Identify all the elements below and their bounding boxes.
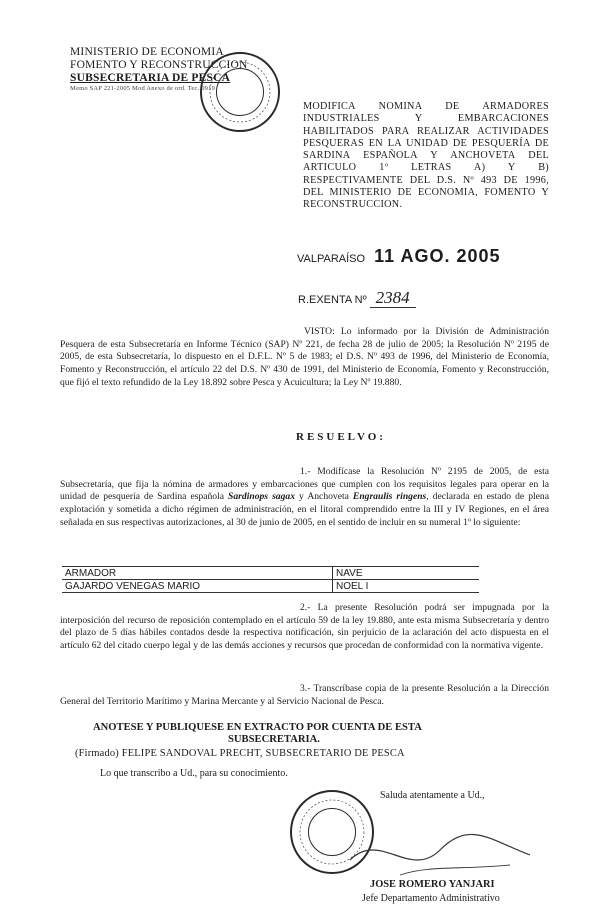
resolution-item-1: 1.- Modifícase la Resolución Nº 2195 de 2005, de esta Subsecretaría, que fija la nómina de armadores y embarcaciones que cumplen con los requisitos legales para operar en la unidad de pesquería de Sardina española Sardinops sagax y Anchoveta Engraulis ringens, declarada en estado de plena explotación y sometida a dicho régimen de administración, en el litoral comprendido entre la III y IV Regiones, en el área señalada en sus respectivas autorizaciones, al 30 de junio de 2005, en el sentido de incluir en su numeral 1º lo siguiente: <box>60 466 549 528</box>
armador-table <box>62 566 479 593</box>
signatory-name: JOSE ROMERO YANJARI <box>370 879 495 890</box>
resuelvo-heading: RESUELVO: <box>296 431 386 443</box>
publish-order-2: SUBSECRETARIA. <box>228 734 320 745</box>
publish-order: ANOTESE Y PUBLIQUESE EN EXTRACTO POR CUENTA DE ESTA <box>93 722 422 733</box>
table-header-armador: ARMADOR <box>65 567 117 579</box>
ministry-name: MINISTERIO DE ECONOMIA <box>70 46 224 58</box>
subsecretaria-name: SUBSECRETARIA DE PESCA <box>70 72 231 84</box>
transcription-line: Lo que transcribo a Ud., para su conocimiento. <box>100 768 288 779</box>
salutation: Saluda atentamente a Ud., <box>380 790 485 801</box>
ministry-name-2: FOMENTO Y RECONSTRUCCION <box>70 59 248 71</box>
date-stamp: 11 AGO. 2005 <box>374 246 501 266</box>
place-date-line <box>297 246 501 267</box>
resolution-number: 2384 <box>370 288 416 308</box>
species-name-anchoveta: Engraulis ringens <box>352 491 427 503</box>
place: VALPARAÍSO <box>297 253 366 265</box>
document-title: MODIFICA NOMINA DE ARMADORES INDUSTRIALES Y EMBARCACIONES HABILITADOS PARA REALIZAR ACTIVIDADES PESQUERAS EN LA UNIDAD DE PESQUERÍA DE SARDINA ESPAÑOLA Y ANCHOVETA DEL ARTICULO 1º LETRAS A) Y B) RESPECTIVAMENTE DEL D.S. Nº 493 DE 1996, DEL MINISTERIO DE ECONOMIA, FOMENTO Y RECONSTRUCCION. <box>303 101 549 211</box>
memo-reference: Memo SAP 221-2005 Mod Anexo de ord. Tec. 0919 <box>70 85 216 92</box>
signed-by-line: (Firmado) FELIPE SANDOVAL PRECHT, SUBSECRETARIO DE PESCA <box>75 748 405 759</box>
resolution-item-3: 3.- Transcríbase copia de la presente Resolución a la Dirección General del Territorio Marítimo y Marina Mercante y al Servicio Nacional de Pesca. <box>60 683 549 707</box>
resolution-number-line <box>298 288 416 308</box>
resolution-label: R.EXENTA Nº <box>298 294 367 306</box>
table-row <box>62 580 479 593</box>
resolution-item-2: 2.- La presente Resolución podrá ser impugnada por la interposición del recurso de reposición contemplado en el artículo 59 de la ley 19.880, ante esta misma Subsecretaría y dentro del plazo de 5 días hábiles contados desde la respectiva notificación, sin perjuicio de la aclaración del acto dispuesta en el artículo 62 del citado cuerpo legal y de las demás acciones y recursos que procedan de conformidad con la normativa vigente. <box>60 602 549 652</box>
stamp-ring-icon <box>202 54 278 130</box>
table-cell-nave: NOEL I <box>333 580 480 593</box>
table-header-nave: NAVE <box>333 567 480 580</box>
species-name-sardina: Sardinops sagax <box>228 491 295 503</box>
visto-paragraph: VISTO: Lo informado por la División de Administración Pesquera de esta Subsecretaría en Informe Técnico (SAP) Nº 221, de fecha 28 de julio de 2005; la Resolución Nº 2195 de 2005, de esta Subsecretaría, lo dispuesto en el D.F.L. Nº 5 de 1983; el D.S. Nº 493 de 1996, del Ministerio de Economía, Fomento y Reconstrucción, el artículo 22 del D.S. Nº 430 de 1991, del Ministerio de Economía, Fomento y Reconstrucción, que fijó el texto refundido de la Ley 18.892 sobre Pesca y Acuicultura; la Ley Nº 19.880. <box>60 326 549 388</box>
official-stamp-top <box>200 52 280 132</box>
signatory-role: Jefe Departamento Administrativo <box>362 893 500 904</box>
table-cell-armador: GAJARDO VENEGAS MARIO <box>65 580 201 592</box>
